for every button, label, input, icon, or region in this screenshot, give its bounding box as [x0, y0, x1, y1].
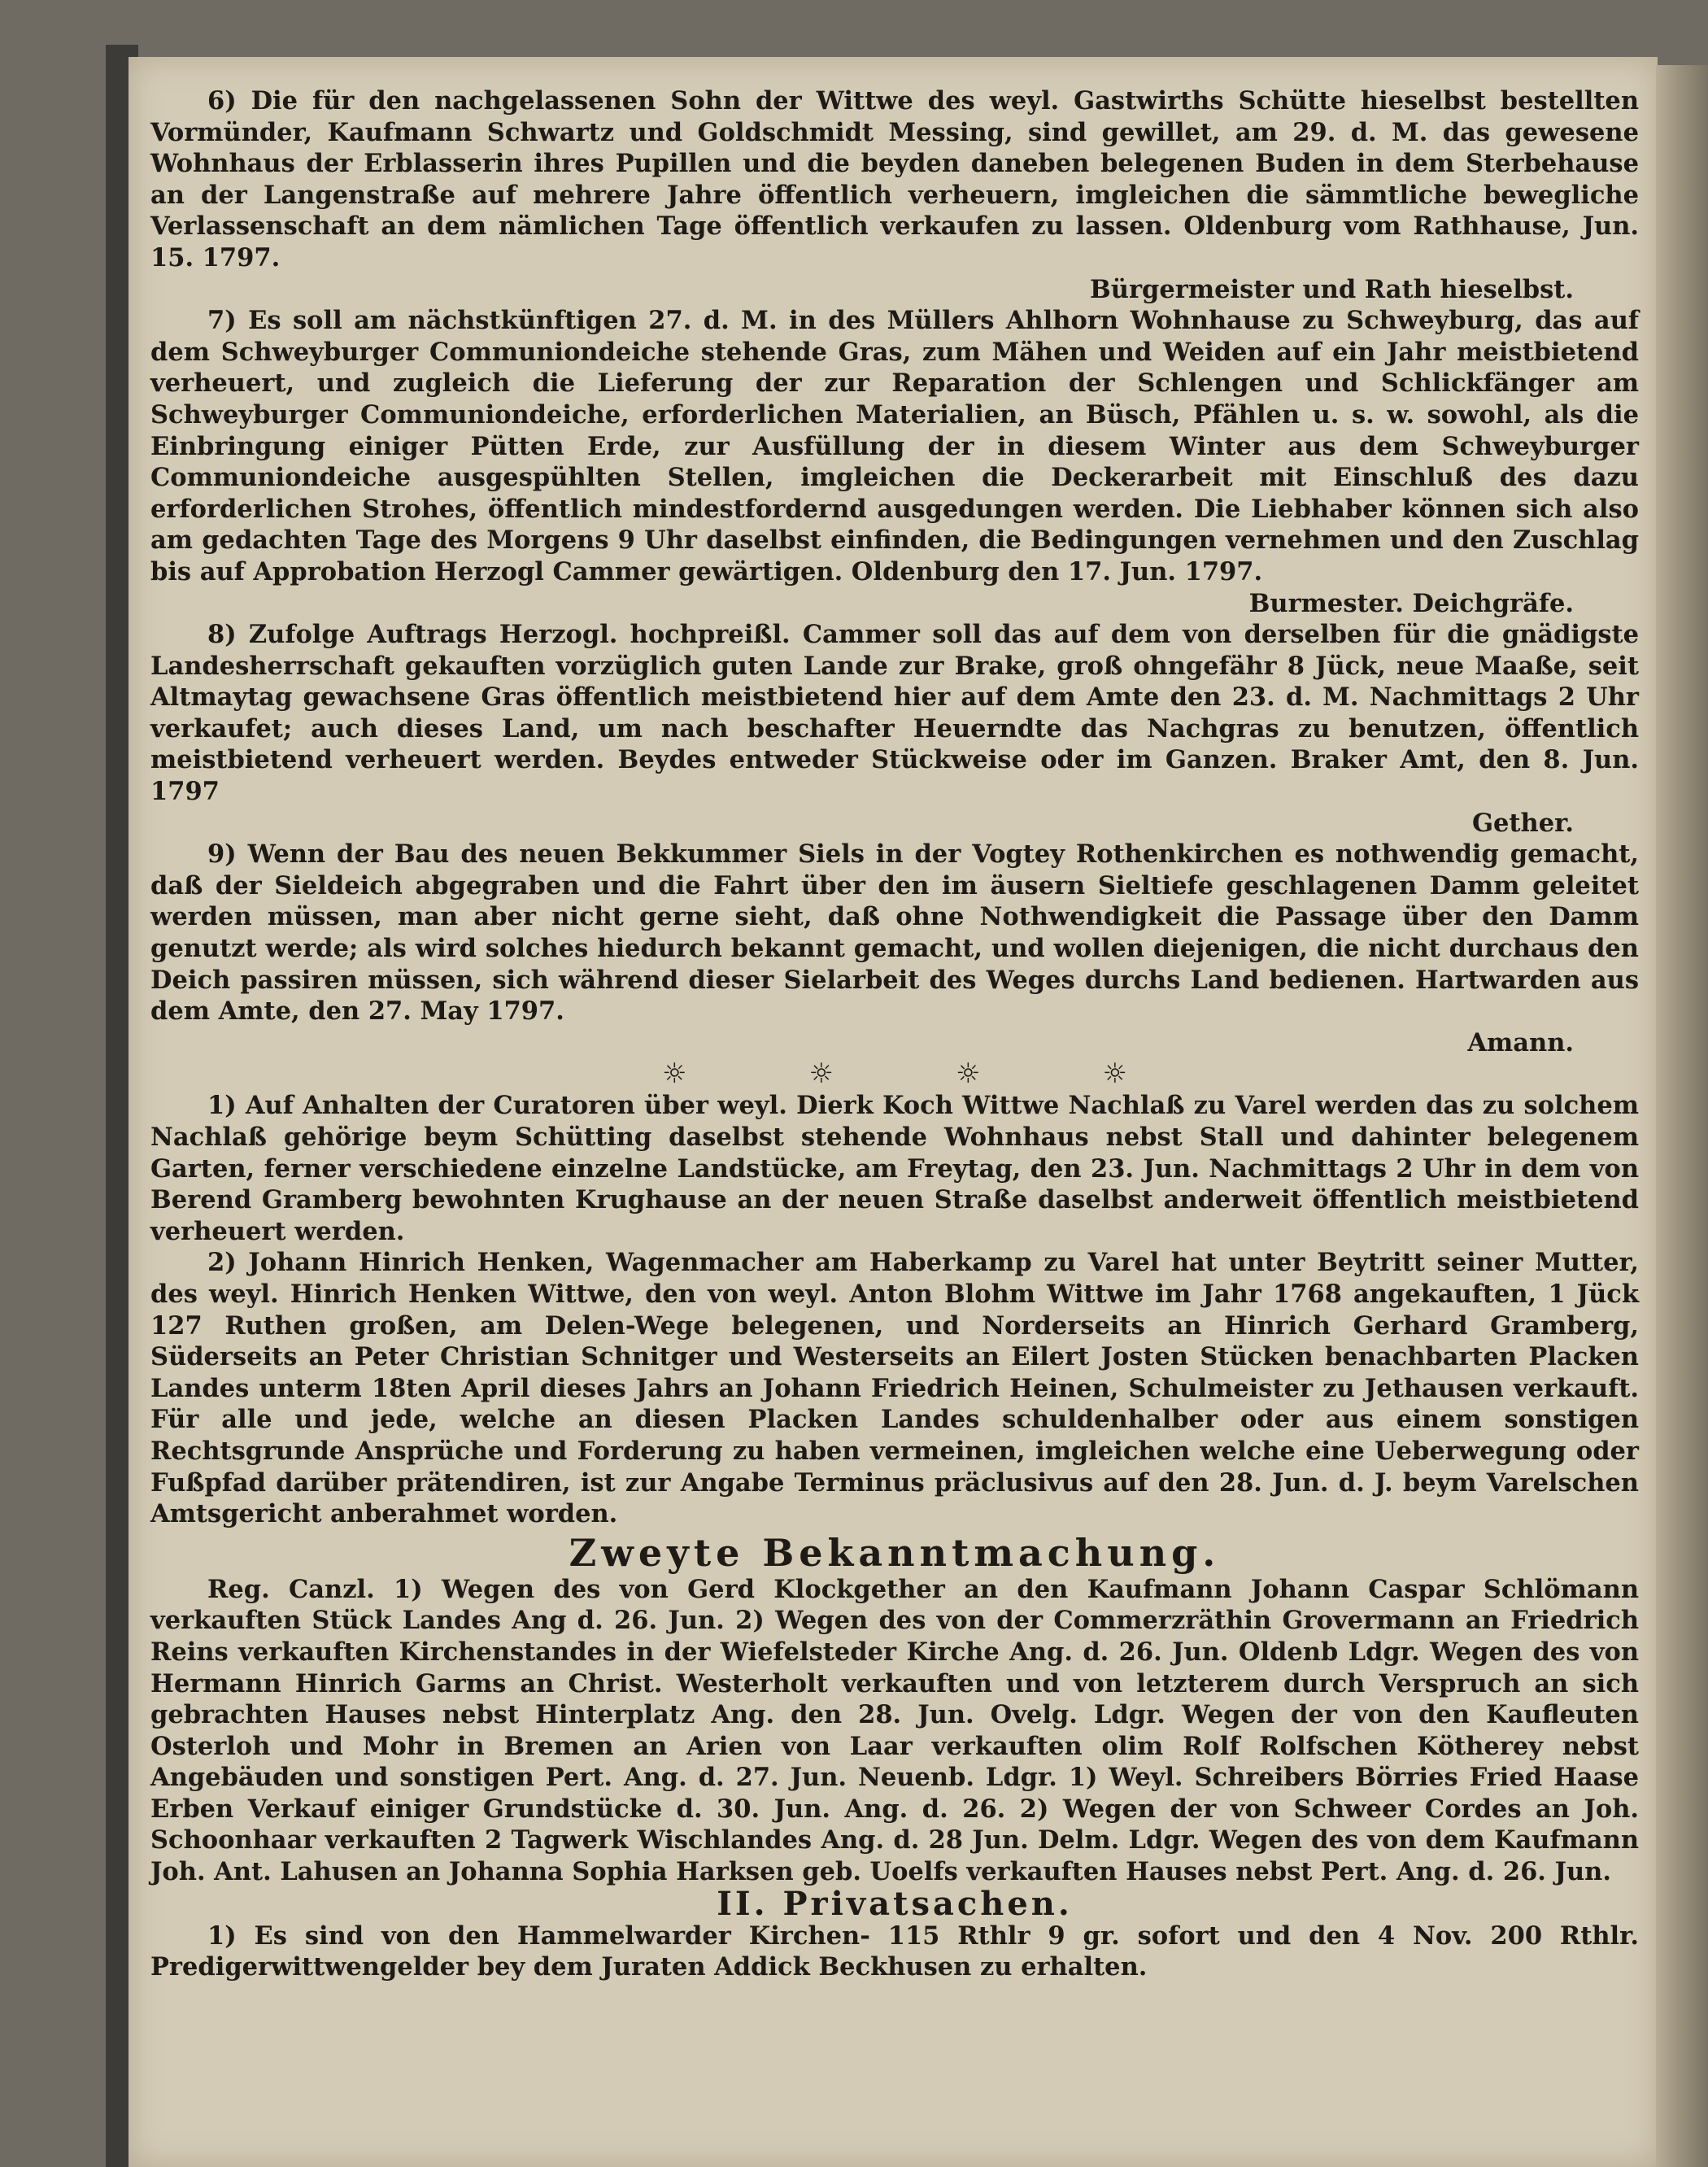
- page-text: [150, 85, 1639, 1983]
- notice-7-signature: Burmester. Deichgräfe.: [1248, 588, 1574, 618]
- varel-notice-2: 2) Johann Hinrich Henken, Wagenmacher am Haberkamp zu Varel hat unter Beytritt seiner Mutter, des weyl. Hinrich Henken Wittwe, den von weyl. Anton Blohm Wittwe im Jahr 1768 angekauften, 1 Jück 127 Ruthen großen, am Delen-Wege belegenen, und Norderseits an Hinrich Gerhard Gramberg, Süderseits an Peter Christian Schnitger und Westerseits an Eilert Josten Stücken benachbarten Placken Landes unterm 18ten April dieses Jahrs an Johann Friedrich Heinen, Schulmeister zu Jethausen verkauft. Für alle und jede, welche an diesen Placken Landes schuldenhalber oder aus einem sonstigen Rechtsgrunde Ansprüche und Forderung zu haben vermeinen, imgleichen welche eine Ueberwegung oder Fußpfad darüber prätendiren, ist zur Angabe Terminus präclusivus auf den 28. Jun. d. J. beym Varelschen Amtsgericht anberahmet worden.: [150, 1248, 1639, 1529]
- notice-7: 7) Es soll am nächstkünftigen 27. d. M. in des Müllers Ahlhorn Wohnhause zu Schweyburg, das auf dem Schweyburger Communiondeiche stehende Gras, zum Mähen und Weiden auf ein Jahr meistbietend verheuert, und zugleich die Lieferung der zur Reparation der Schlengen und Schlickfänger am Schweyburger Communiondeiche, erforderlichen Materialien, an Büsch, Pfählen u. s. w. sowohl, als die Einbringung einiger Pütten Erde, zur Ausfüllung der in diesem Winter aus dem Schweyburger Communiondeiche ausgespühlten Stellen, imgleichen die Deckerarbeit mit Einschluß des dazu erforderlichen Strohes, öffentlich mindestfordernd ausgedungen werden. Die Liebhaber können sich also am gedachten Tage des Morgens 9 Uhr daselbst einfinden, die Bedingungen vernehmen und den Zuschlag bis auf Approbation Herzogl Cammer gewärtigen. Oldenburg den 17. Jun. 1797.: [150, 306, 1639, 586]
- notice-6: 6) Die für den nachgelassenen Sohn der Wittwe des weyl. Gastwirths Schütte hieselbst bestellten Vormünder, Kaufmann Schwartz und Goldschmidt Messing, sind gewillet, am 29. d. M. das gewesene Wohnhaus der Erblasserin ihres Pupillen und die beyden daneben belegenen Buden in dem Sterbehause an der Langenstraße auf mehrere Jahre öffentlich verheuern, imgleichen die sämmtliche bewegliche Verlassenschaft an dem nämlichen Tage öffentlich verkaufen zu lassen. Oldenburg vom Rathhause, Jun. 15. 1797.: [150, 86, 1639, 273]
- heading-privatsachen: II. Privatsachen.: [717, 1884, 1073, 1923]
- divider-star-icon: ☼: [1102, 1057, 1127, 1091]
- varel-notice-1: 1) Auf Anhalten der Curatoren über weyl. Dierk Koch Wittwe Nachlaß zu Varel werden das zu solchem Nachlaß gehörige beym Schütting daselbst stehende Wohnhaus nebst Stall und dahinter belegenem Garten, ferner verschiedene einzelne Landstücke, am Freytag, den 23. Jun. Nachmittags 2 Uhr in dem von Berend Gramberg bewohnten Krughause an der neuen Straße daselbst anderweit öffentlich meistbietend verheuert werden.: [150, 1091, 1639, 1246]
- notice-8-signature: Gether.: [1471, 808, 1574, 838]
- divider-star-icon: ☼: [662, 1057, 687, 1091]
- notice-6-signature: Bürgermeister und Rath hieselbst.: [1090, 274, 1574, 304]
- notice-9-signature: Amann.: [1467, 1027, 1574, 1057]
- divider-star-icon: ☼: [808, 1057, 834, 1091]
- page-edge: [1656, 65, 1708, 2167]
- notice-9: 9) Wenn der Bau des neuen Bekkummer Siels in der Vogtey Rothenkirchen es nothwendig gemacht, daß der Sieldeich abgegraben und die Fahrt über den im äusern Sieltiefe geschlagenen Damm geleitet werden müssen, man aber nicht gerne sieht, daß ohne Nothwendigkeit die Passage über den Damm genutzt werde; als wird solches hiedurch bekannt gemacht, und wollen diejenigen, die nicht durchaus den Deich passiren müssen, sich während dieser Sielarbeit des Weges durchs Land bedienen. Hartwarden aus dem Amte, den 27. May 1797.: [150, 839, 1639, 1027]
- heading-zweyte-bekanntmachung: Zweyte Bekanntmachung.: [569, 1530, 1221, 1575]
- privat-notice-1: 1) Es sind von den Hammelwarder Kirchen- 115 Rthlr 9 gr. sofort und den 4 Nov. 200 Rthlr. Predigerwittwengelder bey dem Juraten Addick Beckhusen zu erhalten.: [150, 1921, 1639, 1982]
- section-divider: [150, 1058, 1639, 1090]
- divider-star-icon: ☼: [956, 1057, 981, 1091]
- zweyte-bekanntmachung-text: Reg. Canzl. 1) Wegen des von Gerd Klockgether an den Kaufmann Johann Caspar Schlömann verkauften Stück Landes Ang d. 26. Jun. 2) Wegen des von der Commerzräthin Grovermann an Friedrich Reins verkauften Kirchenstandes in der Wiefelsteder Kirche Ang. d. 26. Jun. Oldenb Ldgr. Wegen des von Hermann Hinrich Garms an Christ. Westerholt verkauften und von letzterem durch Verspruch an sich gebrachten Hauses nebst Hinterplatz Ang. den 28. Jun. Ovelg. Ldgr. Wegen der von den Kaufleuten Osterloh und Mohr in Bremen an Arien von Laar verkauften olim Rolf Rolfschen Kötherey nebst Angebäuden und sonstigen Pert. Ang. d. 27. Jun. Neuenb. Ldgr. 1) Weyl. Schreibers Börries Fried Haase Erben Verkauf einiger Grundstücke d. 30. Jun. Ang. d. 26. 2) Wegen der von Schweer Cordes an Joh. Schoonhaar verkauften 2 Tagwerk Wischlandes Ang. d. 28 Jun. Delm. Ldgr. Wegen des von dem Kaufmann Joh. Ant. Lahusen an Johanna Sophia Harksen geb. Uoelfs verkauften Hauses nebst Pert. Ang. d. 26. Jun.: [150, 1574, 1639, 1887]
- notice-8: 8) Zufolge Auftrags Herzogl. hochpreißl. Cammer soll das auf dem von derselben für die gnädigste Landesherrschaft gekauften vorzüglich guten Lande zur Brake, groß ohngefähr 8 Jück, neue Maaße, seit Altmaytag gewachsene Gras öffentlich meistbietend hier auf dem Amte den 23. d. M. Nachmittags 2 Uhr verkaufet; auch dieses Land, um nach beschafter Heuerndte das Nachgras zu benutzen, öffentlich meistbietend verheuert werden. Beydes entweder Stückweise oder im Ganzen. Braker Amt, den 8. Jun. 1797: [150, 620, 1639, 807]
